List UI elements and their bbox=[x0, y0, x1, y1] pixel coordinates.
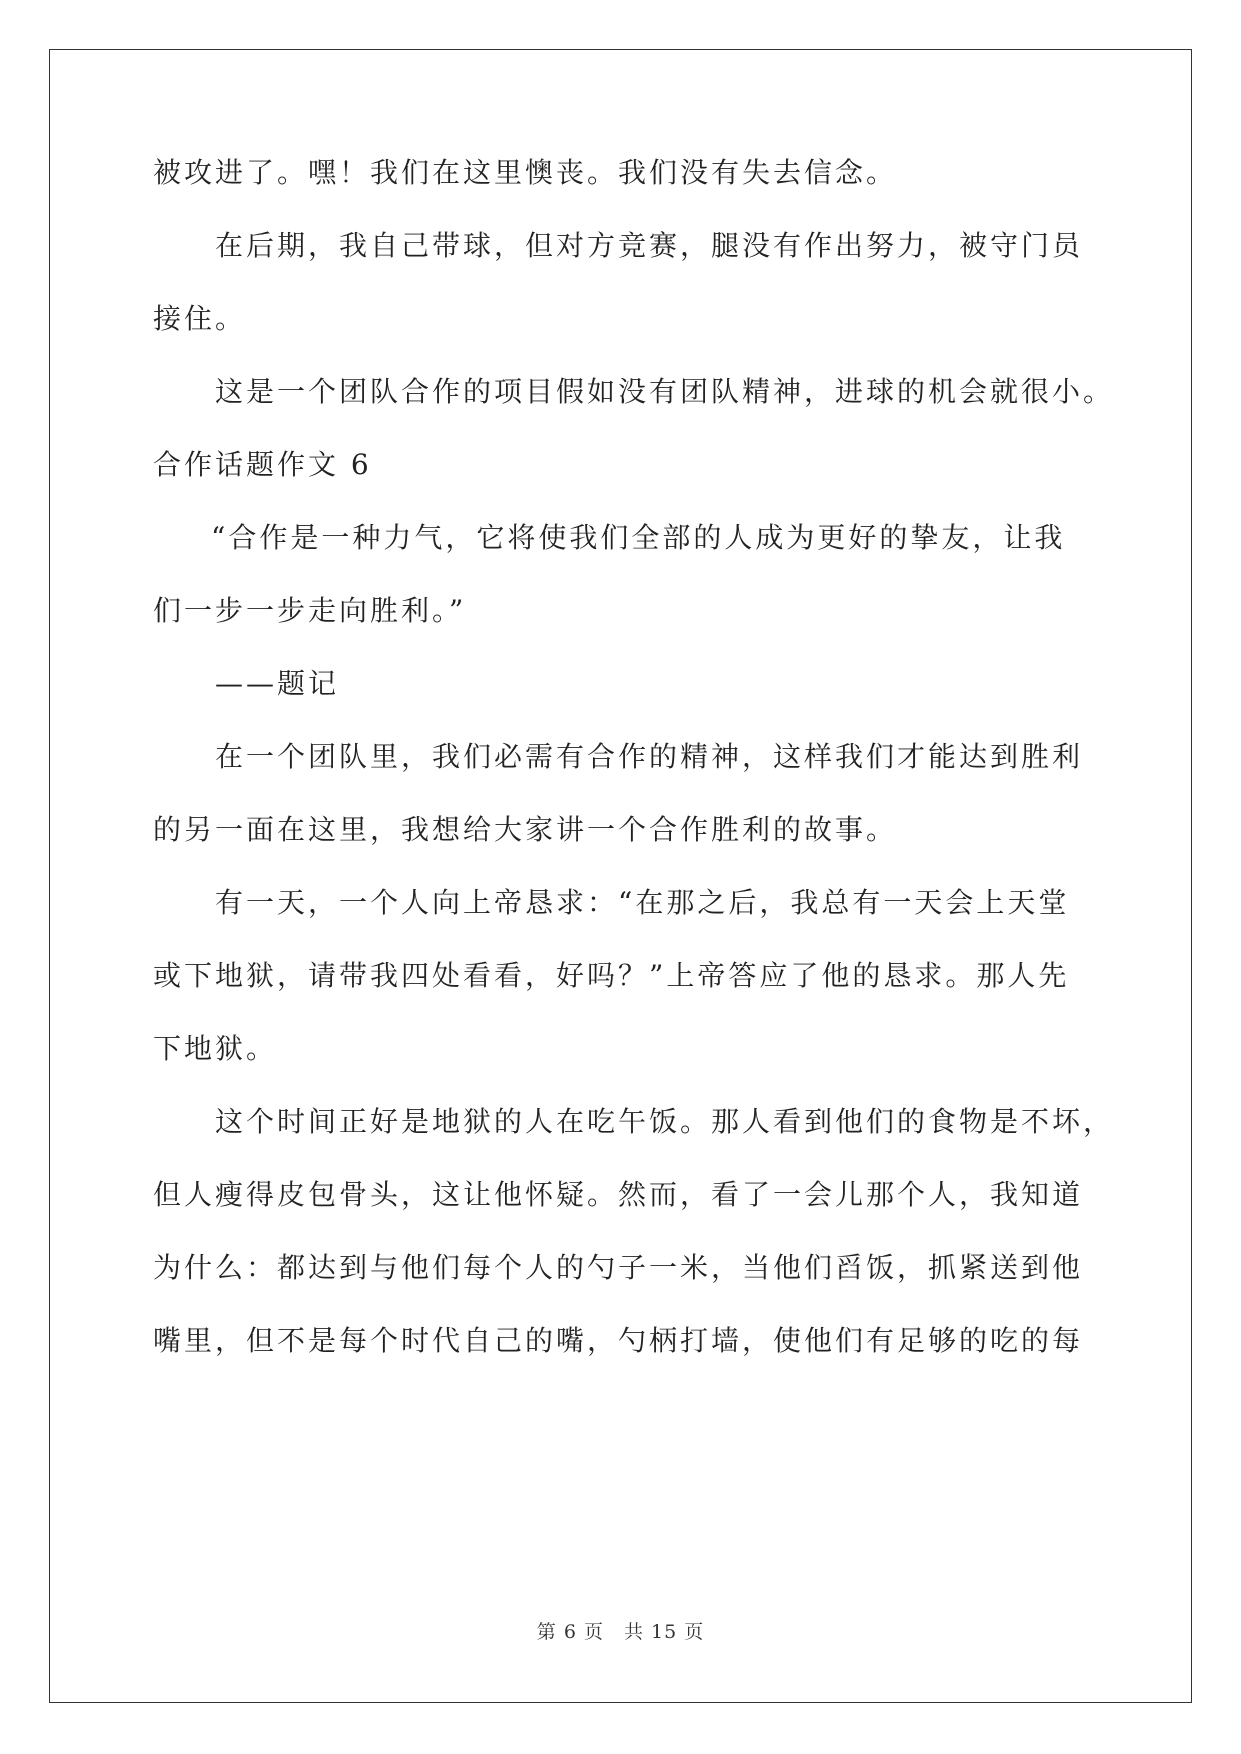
body-text-line: 为什么：都达到与他们每个人的勺子一米，当他们舀饭，抓紧送到他 bbox=[153, 1251, 1084, 1284]
body-text-line: 嘴里，但不是每个时代自己的嘴，勺柄打墙，使他们有足够的吃的每 bbox=[153, 1324, 1084, 1357]
body-text-line: 下地狱。 bbox=[153, 1032, 278, 1065]
paragraph-first-line: 在后期，我自己带球，但对方竞赛，腿没有作出努力，被守门员 bbox=[215, 229, 1084, 262]
epigraph-quote-line: “合作是一种力气，它将使我们全部的人成为更好的挚友，让我 bbox=[211, 521, 1066, 554]
epigraph-attribution: ——题记 bbox=[215, 667, 340, 700]
paragraph-first-line: 这是一个团队合作的项目假如没有团队精神，进球的机会就很小。 bbox=[215, 375, 1115, 408]
body-text-line: 的另一面在这里，我想给大家讲一个合作胜利的故事。 bbox=[153, 813, 898, 846]
paragraph-first-line: 在一个团队里，我们必需有合作的精神，这样我们才能达到胜利 bbox=[215, 740, 1084, 773]
epigraph-quote-line: 们一步一步走向胜利。” bbox=[153, 594, 467, 627]
body-text-line: 被攻进了。嘿！我们在这里懊丧。我们没有失去信念。 bbox=[153, 156, 898, 189]
paragraph-first-line: 这个时间正好是地狱的人在吃午饭。那人看到他们的食物是不坏， bbox=[215, 1105, 1115, 1138]
paragraph-first-line: 有一天，一个人向上帝恳求：“在那之后，我总有一天会上天堂 bbox=[215, 886, 1070, 919]
page-number-footer: 第 6 页 共 15 页 bbox=[536, 1621, 705, 1643]
section-heading: 合作话题作文 6 bbox=[153, 448, 372, 481]
body-text-line: 但人瘦得皮包骨头，这让他怀疑。然而，看了一会儿那个人，我知道 bbox=[153, 1178, 1084, 1211]
page-border bbox=[49, 49, 1192, 1703]
body-text-line: 接住。 bbox=[153, 302, 247, 335]
body-text-line: 或下地狱，请带我四处看看，好吗？”上帝答应了他的恳求。那人先 bbox=[153, 959, 1070, 992]
